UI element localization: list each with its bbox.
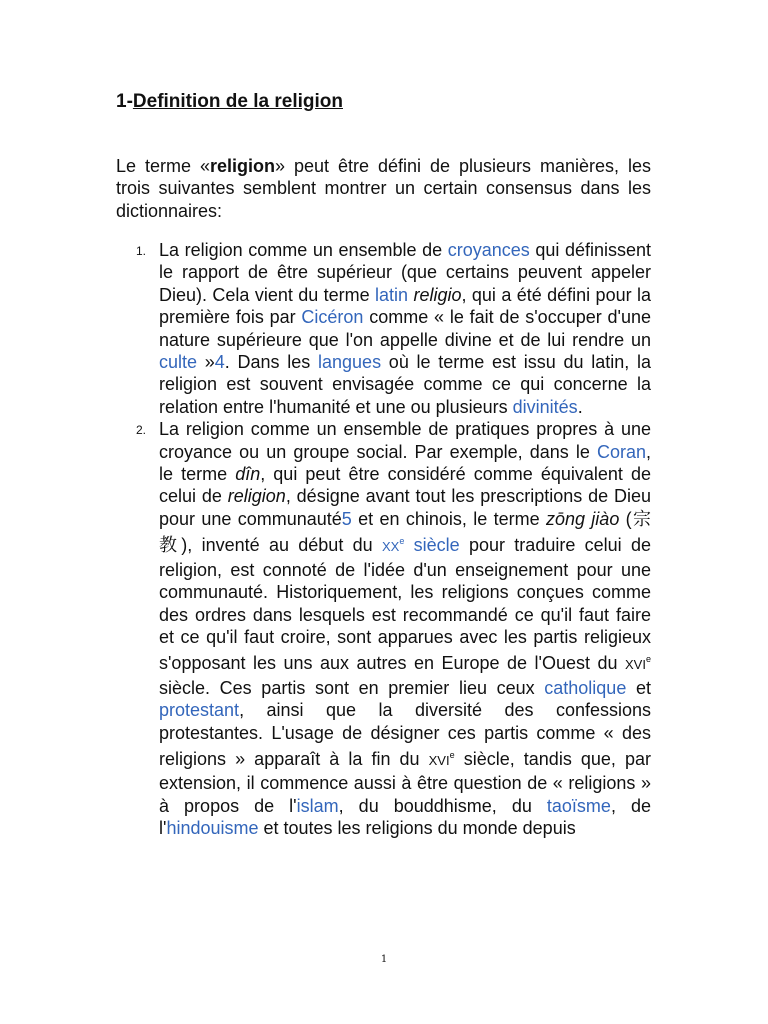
link-catholique[interactable]: catholique: [544, 677, 627, 698]
italic-term: religio: [413, 284, 462, 305]
item-text: . Dans les: [224, 352, 319, 373]
link-langues[interactable]: langues: [318, 352, 382, 373]
section-title: Definition de la religion: [132, 91, 343, 112]
century-superscript: e: [645, 654, 651, 665]
item-text: , qui a été défini pour la première fois par: [159, 284, 651, 328]
link-hindouisme[interactable]: hindouisme: [166, 818, 259, 839]
item-text: comme « le fait de s'occuper d'une nature supérieure que l'on appelle divine et de lui rendre un: [159, 307, 651, 350]
section-heading: [116, 90, 343, 114]
item-text: , qui peut être considéré comme équivalent de celui de: [159, 464, 651, 507]
link-croyances[interactable]: croyances: [447, 240, 530, 260]
link-protestant[interactable]: protestant: [159, 700, 240, 721]
item-text: , de l': [159, 795, 651, 839]
item-text: La religion comme un ensemble de: [159, 240, 448, 260]
list-number: 2.: [136, 423, 147, 438]
footnote-ref-5[interactable]: 5: [341, 508, 352, 529]
link-islam[interactable]: islam: [296, 795, 339, 816]
century-xvi: XVI: [625, 657, 646, 673]
link-coran[interactable]: Coran: [596, 441, 646, 462]
footnote-ref-4[interactable]: 4: [214, 352, 225, 373]
link-taoisme[interactable]: taoïsme: [546, 795, 611, 816]
italic-term: religion: [227, 486, 286, 507]
intro-term: religion: [210, 156, 276, 176]
item-text: et en chinois, le terme: [351, 508, 546, 529]
item-text: siècle, tandis que, par extension, il commence aussi à être question de « religions » à propos de l': [159, 748, 652, 816]
intro-text: » peut être défini de plusieurs manières, les trois suivantes semblent montrer un certain consensus dans les dictionnaires:: [116, 156, 652, 221]
italic-term: dîn: [235, 464, 261, 485]
century-superscript: e: [449, 749, 455, 760]
item-text: (宗教), inventé au début du: [159, 508, 651, 556]
link-ciceron[interactable]: Cicéron: [301, 307, 364, 328]
item-text: [404, 535, 413, 555]
link-latin[interactable]: latin: [375, 284, 409, 305]
item-text: qui définissent le rapport de être supérieur (que certains peuvent appeler Dieu). Cela vient du terme: [159, 240, 652, 305]
item-text: où le terme est issu du latin, la religion est souvent envisagée comme ce qui concerne la relation entre l'humanité et une ou plusieurs: [159, 352, 652, 417]
item-text: et toutes les religions du monde depuis: [258, 818, 576, 839]
page-number: 1: [380, 954, 388, 965]
intro-paragraph: [116, 155, 651, 222]
item-text: , désigne avant tout les prescriptions de Dieu pour une communauté: [159, 486, 652, 529]
definition-list: [116, 239, 651, 840]
item-text: .: [577, 396, 583, 417]
list-item: [116, 418, 651, 839]
item-text: , du bouddhisme, du: [338, 795, 547, 816]
section-number: 1-: [116, 91, 133, 112]
italic-term: zōng jiào: [545, 508, 620, 529]
link-divinites[interactable]: divinités: [512, 396, 578, 417]
link-century-xx[interactable]: XX: [381, 539, 400, 555]
item-text: siècle. Ces partis sont en premier lieu ceux: [159, 677, 545, 698]
list-item: [116, 239, 651, 418]
item-text: et: [626, 677, 651, 698]
list-number: 1.: [136, 244, 147, 258]
item-text: , ainsi que la diversité des confessions protestantes. L'usage de désigner ces partis comme « des religions » apparaît à la fin du: [159, 700, 651, 769]
link-siecle[interactable]: siècle: [413, 535, 460, 556]
intro-text: Le terme «: [116, 156, 210, 176]
item-text: pour traduire celui de religion, est connoté de l'idée d'un enseignement pour une communauté. Historiquement, les religions conçues comme des ordres dans lesquels est recommandé ce qu'il faut faire et ce qu'il faut croire, sont apparues avec les partis religieux s'opposant les uns aux autres en Europe de l'Ouest du: [159, 535, 651, 674]
century-xvi: XVI: [428, 752, 450, 768]
link-century-superscript[interactable]: e: [399, 536, 405, 547]
item-text: , le terme: [159, 441, 651, 485]
item-text: »: [197, 352, 215, 373]
item-text: La religion comme un ensemble de pratiques propres à une croyance ou un groupe social. Par exemple, dans le: [159, 419, 651, 462]
link-culte[interactable]: culte: [159, 352, 198, 373]
